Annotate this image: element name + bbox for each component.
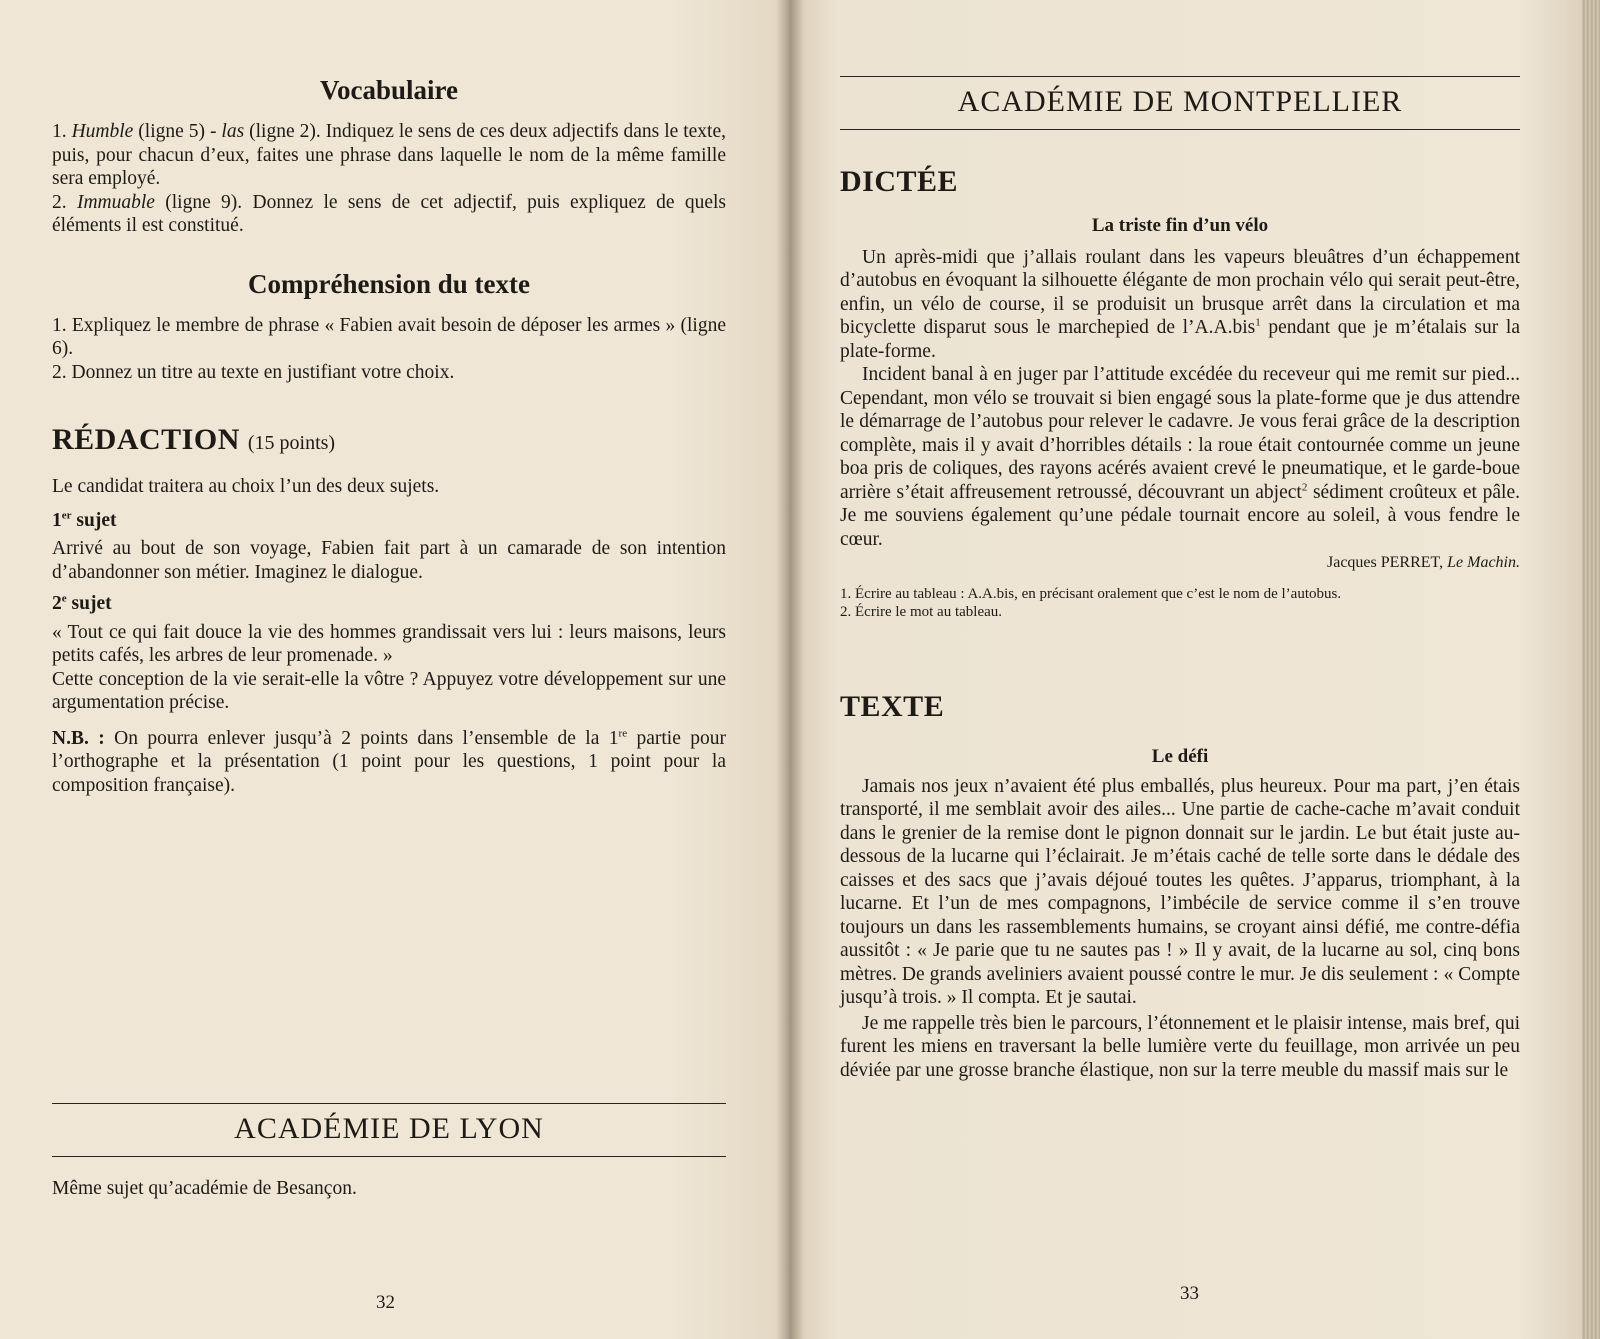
sujet-1-text: Arrivé au bout de son voyage, Fabien fait part à un camarade de son intention d’abandonner son métier. Imaginez le dialogue.	[52, 538, 726, 583]
vocab-question-2: 2. Immuable (ligne 9). Donnez le sens de cet adjectif, puis expliquez de quels éléments il est constitué.	[52, 191, 727, 236]
vocab-heading: Vocabulaire	[319, 75, 459, 105]
nb-note: N.B. : On pourra enlever jusqu’à 2 points dans l’ensemble de la 1re partie pour l’orthographe et la présentation (1 point pour les questions, 1 point pour la composition française).	[52, 727, 726, 796]
comprehension-question-1: 1. Expliquez le membre de phrase « Fabien avait besoin de déposer les armes » (ligne 6).	[52, 314, 726, 359]
sujet-2-quote: « Tout ce qui fait douce la vie des hommes grandissait vers lui : leurs maisons, leurs petits cafés, les arbres de leur promenade. »	[52, 621, 726, 666]
sujet-2-question: Cette conception de la vie serait-elle la vôtre ? Appuyez votre développement sur une argumentation précise.	[52, 668, 726, 713]
redaction-intro: Le candidat traitera au choix l’un des deux sujets.	[52, 476, 440, 497]
academy-montpellier-heading: ACADÉMIE DE MONTPELLIER	[840, 76, 1520, 130]
texte-heading: TEXTE	[840, 690, 945, 723]
sujet-2-label: 2e sujet	[52, 592, 112, 614]
dictee-paragraph-1: Un après-midi que j’allais roulant dans les vapeurs bleuâtres d’un échappement d’autobus en évoquant la silhouette élégante de mon prochain vélo qui serait peut-être, enfin, un vélo de course, il se produisit un brusque arrêt dans la circulation et ma bicyclette disparut sous le marchepied de l’A.A.bis$^1$ pendant que je m’étalais sur la plate-forme.	[840, 246, 1520, 362]
comprehension-heading: Compréhension du texte	[248, 268, 530, 299]
sujet-1-label: 1er sujet	[52, 509, 117, 531]
page-edge	[1582, 0, 1600, 1339]
dictee-paragraph-2: Incident banal à en juger par l’attitude excédée du receveur qui me remit sur pied... Cependant, mon vélo se trouvait si bien engagé sous la plate-forme que je dus attendre le démarrage de l’autobus pour relever le cadavre. Je vous ferai grâce de la description complète, mais il y avait d’horribles détails : la roue était contournée comme un jeune boa pris de coliques, des rayons acérés avaient crevé le pneumatique, et le garde-boue arrière s’était affreusement retroussé, découvrant un abject$^2$ sédiment croûteux et pâle. Je me souviens également qu’une pédale tournait encore au soleil, à vous fendre le cœur.	[840, 364, 1520, 550]
texte-title: Le défi	[1151, 746, 1209, 767]
dictee-attribution: Jacques PERRET, Le Machin.	[1326, 554, 1520, 571]
texte-paragraph-1: Jamais nos jeux n’avaient été plus emballés, plus heureux. Pour ma part, j’en étais transporté, il me semblait avoir des ailes... Une partie de cache-cache m’avait conduit dans le grenier de la remise dont le pignon donnait sur le jardin. Le but était juste au-dessous de la lucarne qui l’éclairait. Je m’étais caché de telle sorte dans le dédale des caisses et des sacs que j’avais déjoué toutes les quêtes. J’apparus, triomphant, à la lucarne. Et l’un de mes compagnons, l’imbécile de service comme il s’en trouve toujours un dans les rassemblements humains, se croyant ainsi défié, me contre-défia aussitôt : « Je parie que tu ne sautes pas ! » Il y avait, de la lucarne au sol, cinq bons mètres. De grands aveliniers avaient poussé contre le mur. Je dis seulement : « Compte jusqu’à trois. » Il compta. Et je sautai.	[840, 775, 1520, 1008]
page-number-left: 32	[376, 1292, 395, 1313]
book-gutter	[776, 0, 804, 1339]
left-column	[52, 74, 726, 1201]
vocab-word-humble: Humble	[71, 121, 134, 142]
redaction-points: (15 points)	[247, 432, 336, 454]
dictee-note-1: 1. Écrire au tableau : A.A.bis, en précisant oralement que c’est le nom de l’autobus.	[840, 586, 1342, 602]
page-number-right: 33	[1180, 1283, 1199, 1304]
texte-paragraph-2: Je me rappelle très bien le parcours, l’étonnement et le plaisir intense, mais bref, qui furent les miens en traversant la belle lumière verte du feuillage, mon arrivée un peu déviée par une grosse branche élastique, non sur la terre meuble du massif mais sur le	[840, 1012, 1520, 1081]
lyon-text: Même sujet qu’académie de Besançon.	[52, 1178, 357, 1199]
vocab-question-1: 1. Humble (ligne 5) - las (ligne 2). Indiquez le sens de ces deux adjectifs dans le texte, puis, pour chacun d’eux, faites une phrase dans laquelle le nom de la même famille sera employé.	[52, 121, 727, 189]
comprehension-question-2: 2. Donnez un titre au texte en justifiant votre choix.	[52, 361, 455, 383]
redaction-heading: RÉDACTION (15 points)	[52, 423, 336, 456]
dictee-note-2: 2. Écrire le mot au tableau.	[840, 604, 1003, 620]
dictee-title: La triste fin d’un vélo	[1091, 215, 1269, 236]
vocab-word-las: las	[221, 121, 245, 142]
dictee-heading: DICTÉE	[840, 165, 959, 198]
right-column	[840, 76, 1520, 1082]
vocab-word-immuable: Immuable	[76, 191, 155, 213]
academy-lyon-heading: ACADÉMIE DE LYON	[52, 1103, 726, 1157]
